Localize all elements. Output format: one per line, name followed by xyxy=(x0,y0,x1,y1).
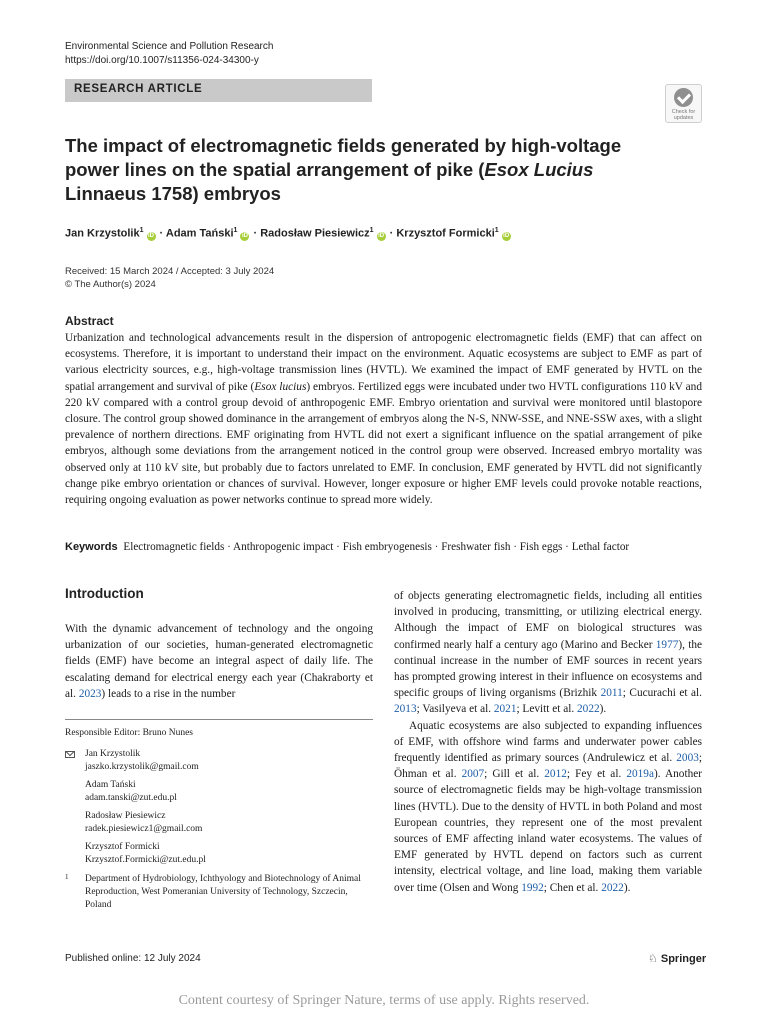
paragraph xyxy=(394,588,702,718)
title-text-2: Linnaeus 1758) embryos xyxy=(65,183,281,204)
text: ) leads to a rise in the number xyxy=(101,687,236,700)
journal-header xyxy=(65,40,273,68)
introduction-col1 xyxy=(65,621,373,702)
citation-link[interactable]: 2007 xyxy=(461,768,485,781)
text: ; Vasilyeva et al. xyxy=(416,703,494,716)
citation-link[interactable]: 1977 xyxy=(655,638,679,651)
affiliation-number: 1 xyxy=(65,873,69,881)
author-list: Jan Krzystolik$^1$iD · Adam Tański$^1$iD · Radosław Piesiewicz$^1$iD · Krzysztof Formicki$^1$iD xyxy=(65,227,510,240)
introduction-heading: Introduction xyxy=(65,586,144,601)
abstract-part-1: Urbanization and technological advancements result in the dispersion of antropogenic electromagnetic fields (EMF) that can affect on ecosystems. Therefore, it is important to understand their impact on the environment. Aquatic ecosystems are subject to EMF as part of various electricity sources, e.g., high-voltage transmission lines (HVTL). We examined the impact of EMF generated by HVTL on the spatial arrangement and survival of pike ( xyxy=(65,332,702,393)
footnotes xyxy=(65,727,373,912)
article-type-banner: RESEARCH ARTICLE xyxy=(65,79,372,102)
author-affiliation-ref: 1 xyxy=(369,227,374,234)
abstract-part-2: ) embryos. Fertilized eggs were incubated under two HVTL configurations 110 kV and 220 kV compared with a control group devoid of anthropogenic EMF. Embryo orientation and survival were monitored until blastopore closure. The control group showed dominance in the arrangement of embryos along the N-S, NNW-SSE, and NNE-SSW axes, with a slight prevalence of northern directions. EMF originating from HVTL did not exert a significant influence on the spatial arrangement of pike embryos, although some deviations from the arrangement noticed in the control group were observed. Increased embryo mortality was observed only at 110 kV site, but probably due to factors unrelated to EMF. In conclusion, EMF generated by HVTL did not significantly change pike embryo orientation or chances of survival. However, longer exposure or higher EMF levels could provoke notable reactions, requiring ongoing evaluation as power networks continue to spread more widely. xyxy=(65,380,703,507)
text: ; Levitt et al. xyxy=(516,703,578,716)
text: ). Another source of electromagnetic fields may be high-voltage transmission lines (HVTL). Due to the density of HVTL in both Poland and most European countries, they represent one of the most prevalent sources of EMF affecting inland water ecosystems. The values of EMF generated by HVTL depend on factors such as current intensity, electrical voltage, and line load, making them variable over time (Olsen and Wong xyxy=(394,768,703,894)
check-for-updates-badge[interactable] xyxy=(665,84,702,123)
contact-person xyxy=(85,748,373,774)
citation-link[interactable]: 2022 xyxy=(601,881,624,894)
text: ; Chen et al. xyxy=(543,881,602,894)
contact-person xyxy=(85,841,373,867)
citation-link[interactable]: 2023 xyxy=(78,687,102,700)
text: ; Cucurachi et al. xyxy=(622,687,702,700)
orcid-icon[interactable]: iD xyxy=(148,232,154,239)
title-species: Esox Lucius xyxy=(484,159,594,180)
publisher-name: Springer xyxy=(660,953,707,965)
journal-name: Environmental Science and Pollution Research xyxy=(65,41,274,52)
citation-link[interactable]: 2003 xyxy=(676,752,699,765)
citation-link[interactable]: 2011 xyxy=(600,687,623,700)
contact-person xyxy=(85,810,373,836)
citation-link[interactable]: 2021 xyxy=(493,703,517,716)
footnote-divider xyxy=(65,719,373,720)
title-text-1: The impact of electromagnetic fields generated by high-voltage power lines on the spatial arrangement of pike ( xyxy=(65,135,622,180)
check-updates-label: Check for updates xyxy=(671,109,696,121)
author-affiliation-ref: 1 xyxy=(139,227,144,234)
keywords-text: Electromagnetic fields · Anthropogenic impact · Fish embryogenesis · Freshwater fish · Fish eggs · Lethal factor xyxy=(123,541,630,553)
orcid-icon[interactable]: iD xyxy=(241,232,248,239)
citation-link[interactable]: 2013 xyxy=(394,703,417,716)
contact-person xyxy=(85,779,373,805)
abstract-heading: Abstract xyxy=(65,314,114,328)
text: Aquatic ecosystems are also subjected to expanding influences of EMF, with offshore wind farms and underwater power cables frequently identified as primary sources (Andrulewicz et al. xyxy=(394,719,702,765)
abstract-text xyxy=(65,330,702,508)
text: ; Fey et al. xyxy=(566,768,627,781)
text: ; Gill et al. xyxy=(484,768,545,781)
text: ). xyxy=(623,881,631,894)
contact-name: Jan Krzystolik xyxy=(85,749,141,759)
keywords xyxy=(65,541,629,553)
paragraph xyxy=(394,718,702,896)
author-affiliation-ref: 1 xyxy=(233,227,238,234)
contact-email[interactable]: jaszko.krzystolik@gmail.com xyxy=(85,762,199,772)
check-icon xyxy=(674,88,693,107)
text: ; Öhman et al. xyxy=(394,752,702,781)
author-name[interactable]: Adam Tański xyxy=(165,227,234,240)
author-name[interactable]: Jan Krzystolik xyxy=(65,227,140,240)
author-affiliation-ref: 1 xyxy=(494,227,499,234)
citation-link[interactable]: 1992 xyxy=(521,881,544,894)
published-online: Published online: 12 July 2024 xyxy=(65,953,201,964)
author-name[interactable]: Radosław Piesiewicz xyxy=(260,227,370,240)
article-dates xyxy=(65,265,274,291)
springer-horse-icon: ♘ xyxy=(648,953,658,965)
orcid-icon[interactable]: iD xyxy=(503,232,510,239)
author-name[interactable]: Krzysztof Formicki xyxy=(396,227,495,240)
citation-link[interactable]: 2022 xyxy=(577,703,600,716)
citation-link[interactable]: 2012 xyxy=(544,768,567,781)
responsible-editor: Responsible Editor: Bruno Nunes xyxy=(65,728,193,738)
courtesy-notice: Content courtesy of Springer Nature, terms of use apply. Rights reserved. xyxy=(178,993,590,1008)
copyright: © The Author(s) 2024 xyxy=(65,279,156,290)
contact-name: Krzysztof Formicki xyxy=(85,842,160,852)
received-accepted: Received: 15 March 2024 / Accepted: 3 July 2024 xyxy=(65,266,275,277)
contact-email[interactable]: adam.tanski@zut.edu.pl xyxy=(85,793,177,803)
contact-email[interactable]: Krzysztof.Formicki@zut.edu.pl xyxy=(85,855,206,865)
citation-link[interactable]: 2019a xyxy=(626,768,654,781)
introduction-col2 xyxy=(394,588,702,896)
envelope-icon xyxy=(65,751,75,758)
text: ), the continual increase in the number of EMF sources in recent years has prompted growing interest in their influence on ecosystems and specific groups of living organisms (Brizhik xyxy=(394,638,702,700)
text: of objects generating electromagnetic fields, including all entities involved in producing, transmitting, or utilizing electrical energy. Although the impact of EMF on biological structures was confirmed nearly half a century ago (Marino and Becker xyxy=(394,590,702,651)
orcid-icon[interactable]: iD xyxy=(378,232,385,239)
keywords-label: Keywords xyxy=(65,541,118,553)
text: With the dynamic advancement of technology and the ongoing urbanization of our societies, human-generated electromagnetic fields (EMF) have become an integral aspect of daily life. The escalating demand for electrical energy each year (Chakraborty et al. xyxy=(65,623,373,700)
contact-name: Adam Tański xyxy=(85,780,136,790)
correspondence-block xyxy=(65,748,373,867)
paragraph xyxy=(65,621,373,702)
article-title xyxy=(65,134,665,206)
text: ). xyxy=(599,703,607,716)
abstract-species: Esox lucius xyxy=(254,380,307,393)
affiliation-text: Department of Hydrobiology, Ichthyology and Biotechnology of Animal Reproduction, West Pomeranian University of Technology, Szczecin, Poland xyxy=(85,874,361,910)
contact-email[interactable]: radek.piesiewicz1@gmail.com xyxy=(85,824,203,834)
springer-logo xyxy=(648,952,706,965)
doi-link[interactable]: https://doi.org/10.1007/s11356-024-34300-y xyxy=(65,55,259,66)
contact-name: Radosław Piesiewicz xyxy=(85,811,166,821)
affiliation xyxy=(65,873,373,912)
